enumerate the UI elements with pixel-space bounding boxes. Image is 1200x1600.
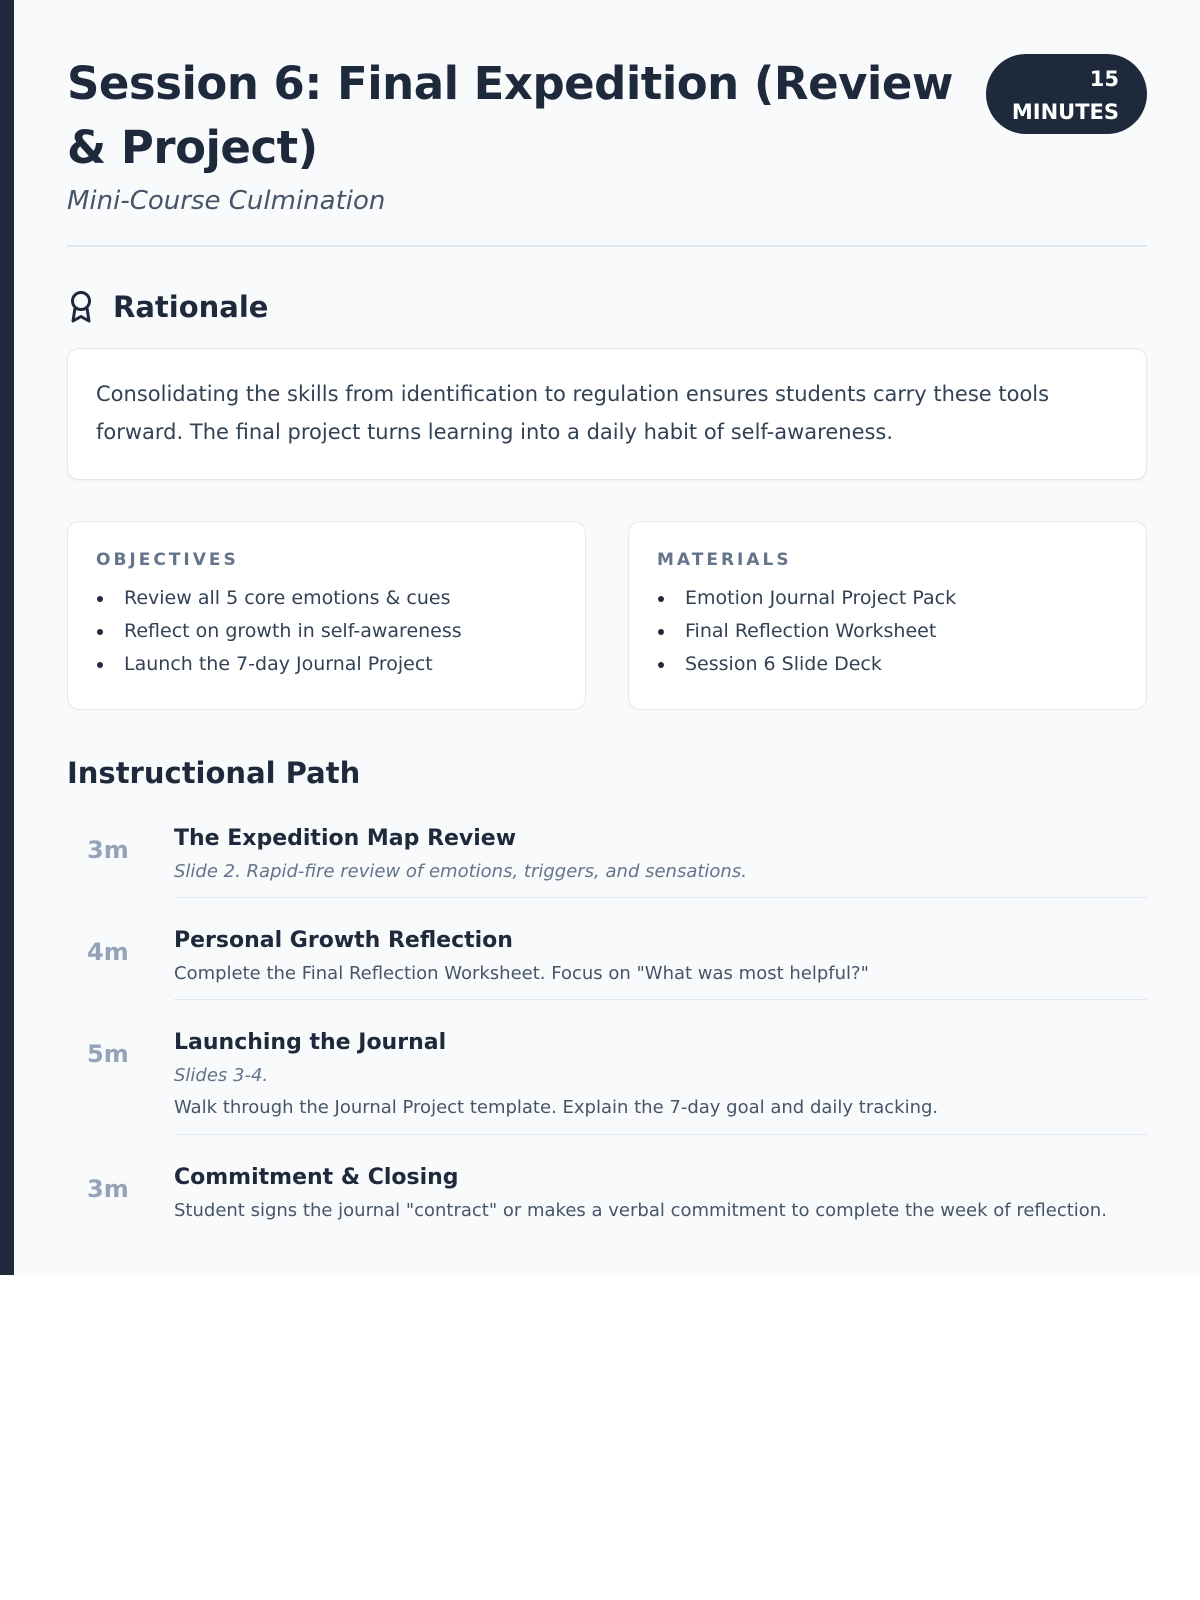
step-time: 4m [87, 938, 129, 966]
step-body [174, 822, 1147, 898]
instructional-steps [67, 822, 1147, 1237]
step-row [67, 924, 1147, 1026]
step-title: The Expedition Map Review [174, 826, 517, 851]
duration-unit: MINUTES [1011, 100, 1119, 124]
duration-badge [986, 54, 1147, 134]
objectives-label: OBJECTIVES [96, 550, 239, 570]
step-time: 3m [87, 836, 129, 864]
step-title: Personal Growth Reflection [174, 928, 513, 953]
page-subtitle: Mini-Course Culmination [67, 186, 386, 216]
materials-list [657, 582, 1118, 681]
step-title: Commitment & Closing [174, 1165, 459, 1190]
rationale-title: Rationale [113, 290, 269, 324]
materials-card [628, 521, 1147, 710]
objectives-card [67, 521, 586, 710]
materials-label: MATERIALS [657, 550, 792, 570]
step-time: 5m [87, 1040, 129, 1068]
step-row [67, 1026, 1147, 1161]
instructional-path-title: Instructional Path [67, 756, 361, 790]
step-body [174, 924, 1147, 1000]
step-body [174, 1161, 1147, 1227]
left-accent-bar [0, 0, 14, 1275]
duration-value: 15 [1089, 67, 1119, 91]
list-item: Session 6 Slide Deck [657, 648, 1118, 681]
step-description: Complete the Final Reflection Worksheet. Focus on "What was most helpful?" [174, 963, 869, 984]
session-header [67, 52, 1147, 216]
list-item: Reflect on growth in self-awareness [96, 615, 557, 648]
step-reference: Slide 2. Rapid-fire review of emotions, triggers, and sensations. [174, 861, 747, 882]
step-description: Student signs the journal "contract" or makes a verbal commitment to complete the week of reflection. [174, 1200, 1107, 1221]
step-time: 3m [87, 1175, 129, 1203]
step-title: Launching the Journal [174, 1030, 447, 1055]
step-reference: Slides 3-4. [174, 1065, 269, 1086]
step-row [67, 1161, 1147, 1237]
objectives-list [96, 582, 557, 681]
step-body [174, 1026, 1147, 1135]
header-divider [67, 245, 1147, 247]
step-row [67, 822, 1147, 924]
rationale-card: Consolidating the skills from identification to regulation ensures students carry these tools forward. The final project turns learning into a daily habit of self-awareness. [67, 348, 1147, 480]
step-description: Walk through the Journal Project template. Explain the 7-day goal and daily tracking. [174, 1097, 939, 1118]
list-item: Final Reflection Worksheet [657, 615, 1118, 648]
list-item: Review all 5 core emotions & cues [96, 582, 557, 615]
list-item: Emotion Journal Project Pack [657, 582, 1118, 615]
rationale-heading [67, 290, 268, 324]
award-ribbon-icon [67, 290, 95, 324]
list-item: Launch the 7-day Journal Project [96, 648, 557, 681]
page-title: Session 6: Final Expedition (Review & Project) [67, 57, 953, 174]
